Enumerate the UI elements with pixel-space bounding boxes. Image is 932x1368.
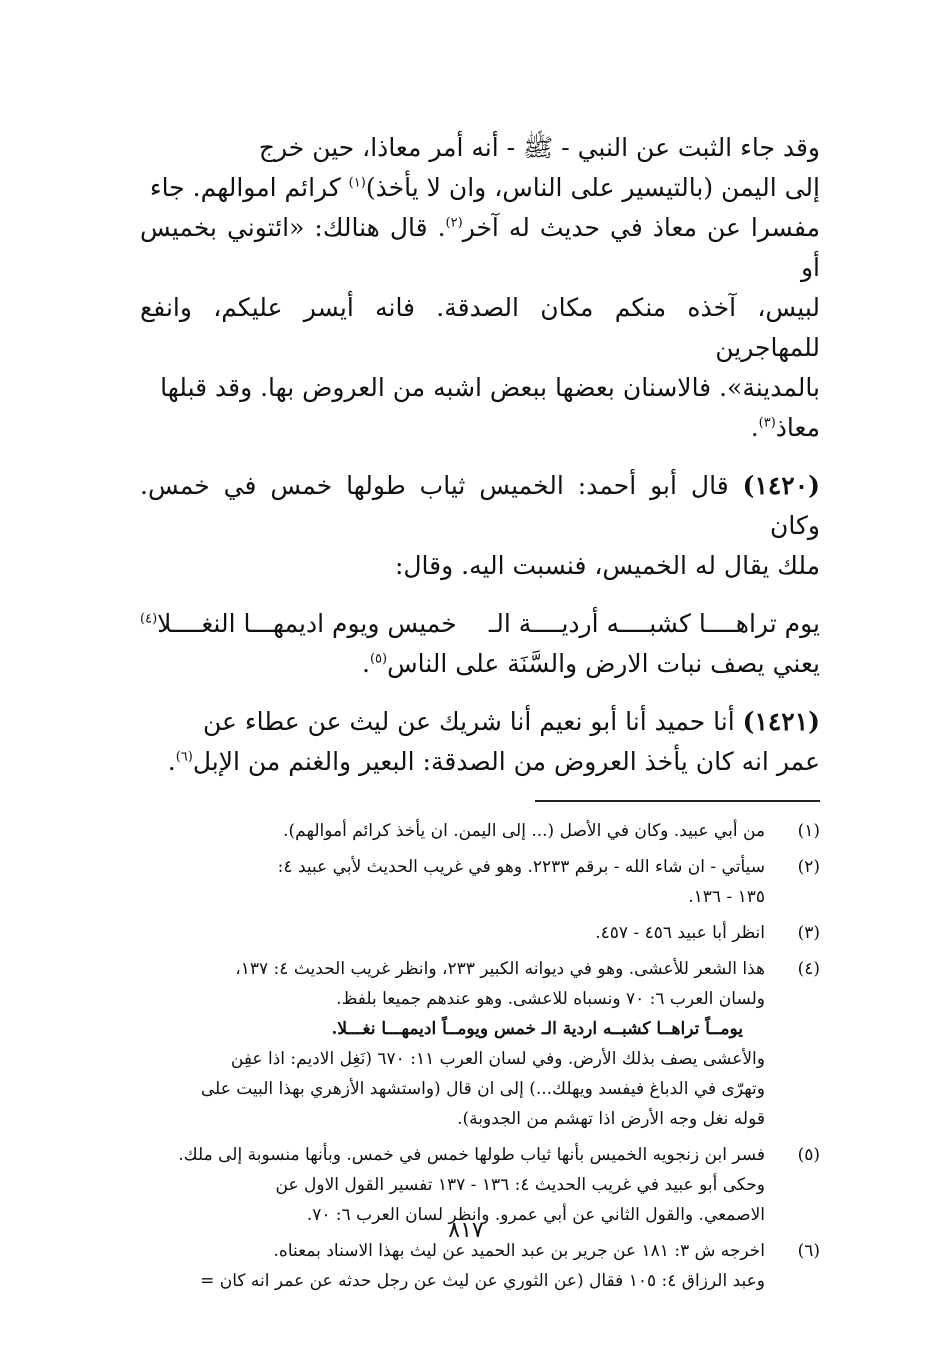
- footnote-line: هذا الشعر للأعشى. وهو في ديوانه الكبير ٢٣٣، وانظر غريب الحديث ٤: ١٣٧،: [235, 959, 765, 979]
- footnote-verse: يومــاً تراهــا كشبــه اردية الـ خمس ويومــاً اديمهـــا نغـــلا.: [331, 1019, 743, 1039]
- page-number: ٨١٧: [448, 1218, 484, 1243]
- text-line: .: [750, 413, 759, 442]
- text-line: معاذ: [775, 413, 820, 442]
- paragraph-1420: [140, 466, 820, 586]
- verse-hemistich-1: يوم تراهــــا كشبــــه أرديــــة الـ: [488, 609, 820, 638]
- footnote-ref[interactable]: (٢): [445, 215, 463, 231]
- footnote-line: سيأتي - ان شاء الله - برقم ٢٢٣٣. وهو في غريب الحديث لأبي عبيد ٤:: [277, 857, 765, 877]
- footnote-line: والأعشى يصف بذلك الأرض. وفي لسان العرب ١١: ٦٧٠ (نَغِل الاديم: اذا عفِن: [230, 1049, 765, 1069]
- footnote-divider: [535, 800, 820, 802]
- footnote-line: فسر ابن زنجويه الخميس بأنها ثياب طولها خمس في خمس. وبأنها منسوبة إلى ملك.: [178, 1145, 765, 1165]
- footnote-line: اخرجه ش ٣: ١٨١ عن جرير بن عبد الحميد عن ليث بهذا الاسناد بمعناه.: [273, 1241, 765, 1261]
- footnote-line: وتهرّى في الدباغ فيفسد ويهلك...) إلى ان قال (واستشهد الأزهري بهذا البيت على: [200, 1079, 765, 1099]
- entry-number: (١٤٢١): [742, 707, 820, 736]
- footnote-ref[interactable]: (٥): [369, 651, 388, 667]
- footnote-ref[interactable]: (٦): [175, 749, 193, 765]
- footnote-line: ولسان العرب ٦: ٧٠ ونسباه للاعشى. وهو عندهم جميعا بلفظ.: [336, 989, 765, 1009]
- text-line: قال أبو أحمد: الخميس ثياب طولها خمس في خمس. وكان: [140, 471, 820, 540]
- footnote-number: (٥): [797, 1145, 820, 1165]
- footnote-ref[interactable]: (٤): [140, 611, 158, 627]
- footnote-number: (٢): [797, 857, 820, 877]
- text-line: .: [361, 649, 370, 678]
- footnote-line: من أبي عبيد. وكان في الأصل (... إلى اليمن. ان يأخذ كرائم أموالهم).: [283, 821, 765, 841]
- footnote-2: [140, 852, 820, 912]
- text-line: وقد جاء الثبت عن النبي - ﷺ - أنه أمر معاذا، حين خرج: [258, 133, 820, 162]
- paragraph-1: [140, 128, 820, 448]
- footnote-5: [140, 1140, 820, 1230]
- text-line: عمر انه كان يأخذ العروض من الصدقة: البعير والغنم من الإبل: [192, 747, 820, 776]
- entry-number: (١٤٢٠): [742, 471, 820, 500]
- footnote-number: (١): [797, 821, 820, 841]
- footnote-1: [140, 816, 820, 846]
- footnote-line: وعبد الرزاق ٤: ١٠٥ فقال (عن الثوري عن ليث عن رجل حدثه عن عمر انه كان =: [200, 1271, 765, 1291]
- footnote-ref[interactable]: (٣): [758, 415, 776, 431]
- text-line: ملك يقال له الخميس، فنسبت اليه. وقال:: [394, 551, 820, 580]
- text-line: يعني يصف نبات الارض والسَّنَة على الناس: [387, 649, 820, 678]
- footnote-number: (٣): [797, 923, 820, 943]
- paragraph-1421: [140, 702, 820, 782]
- verse-line: [140, 604, 820, 644]
- footnote-line: ١٣٥ - ١٣٦.: [688, 887, 765, 907]
- page-content: [140, 128, 820, 1302]
- footnote-line: قوله نغل وجه الأرض اذا تهشم من الجدوبة).: [457, 1109, 765, 1129]
- main-text: [140, 128, 820, 782]
- footnote-3: [140, 918, 820, 948]
- text-line: مفسرا عن معاذ في حديث له آخر: [462, 213, 820, 242]
- text-line: إلى اليمن (بالتيسير على الناس، وان لا يأخذ): [365, 173, 820, 202]
- verse-hemistich-2: خميس ويوم اديمهـــا النغــــلا: [157, 609, 457, 638]
- footnote-line: انظر أبا عبيد ٤٥٦ - ٤٥٧.: [595, 923, 765, 943]
- footnote-number: (٦): [797, 1241, 820, 1261]
- text-line: لبيس، آخذه منكم مكان الصدقة. فانه أيسر عليكم، وانفع للمهاجرين: [140, 293, 820, 362]
- verse-gloss: [140, 644, 820, 684]
- poem-verse: [140, 604, 820, 684]
- text-line: بالمدينة». فالاسنان بعضها ببعض اشبه من العروض بها. وقد قبلها: [160, 373, 820, 402]
- text-line: كرائم اموالهم. جاء: [149, 173, 349, 202]
- footnote-4: [140, 954, 820, 1134]
- footnote-number: (٤): [797, 959, 820, 979]
- text-line: .: [167, 747, 176, 776]
- footnote-line: الاصمعي. والقول الثاني عن أبي عمرو. وانظر لسان العرب ٦: ٧٠.: [306, 1205, 765, 1225]
- footnote-line: وحكى أبو عبيد في غريب الحديث ٤: ١٣٦ - ١٣٧ تفسير القول الاول عن: [275, 1175, 765, 1195]
- footnote-6: [140, 1236, 820, 1296]
- text-line: أنا حميد أنا أبو نعيم أنا شريك عن ليث عن عطاء عن: [202, 707, 743, 736]
- text-line: . قال هنالك: «ائتوني بخميس أو: [140, 213, 820, 282]
- footnote-ref[interactable]: (١): [348, 175, 366, 191]
